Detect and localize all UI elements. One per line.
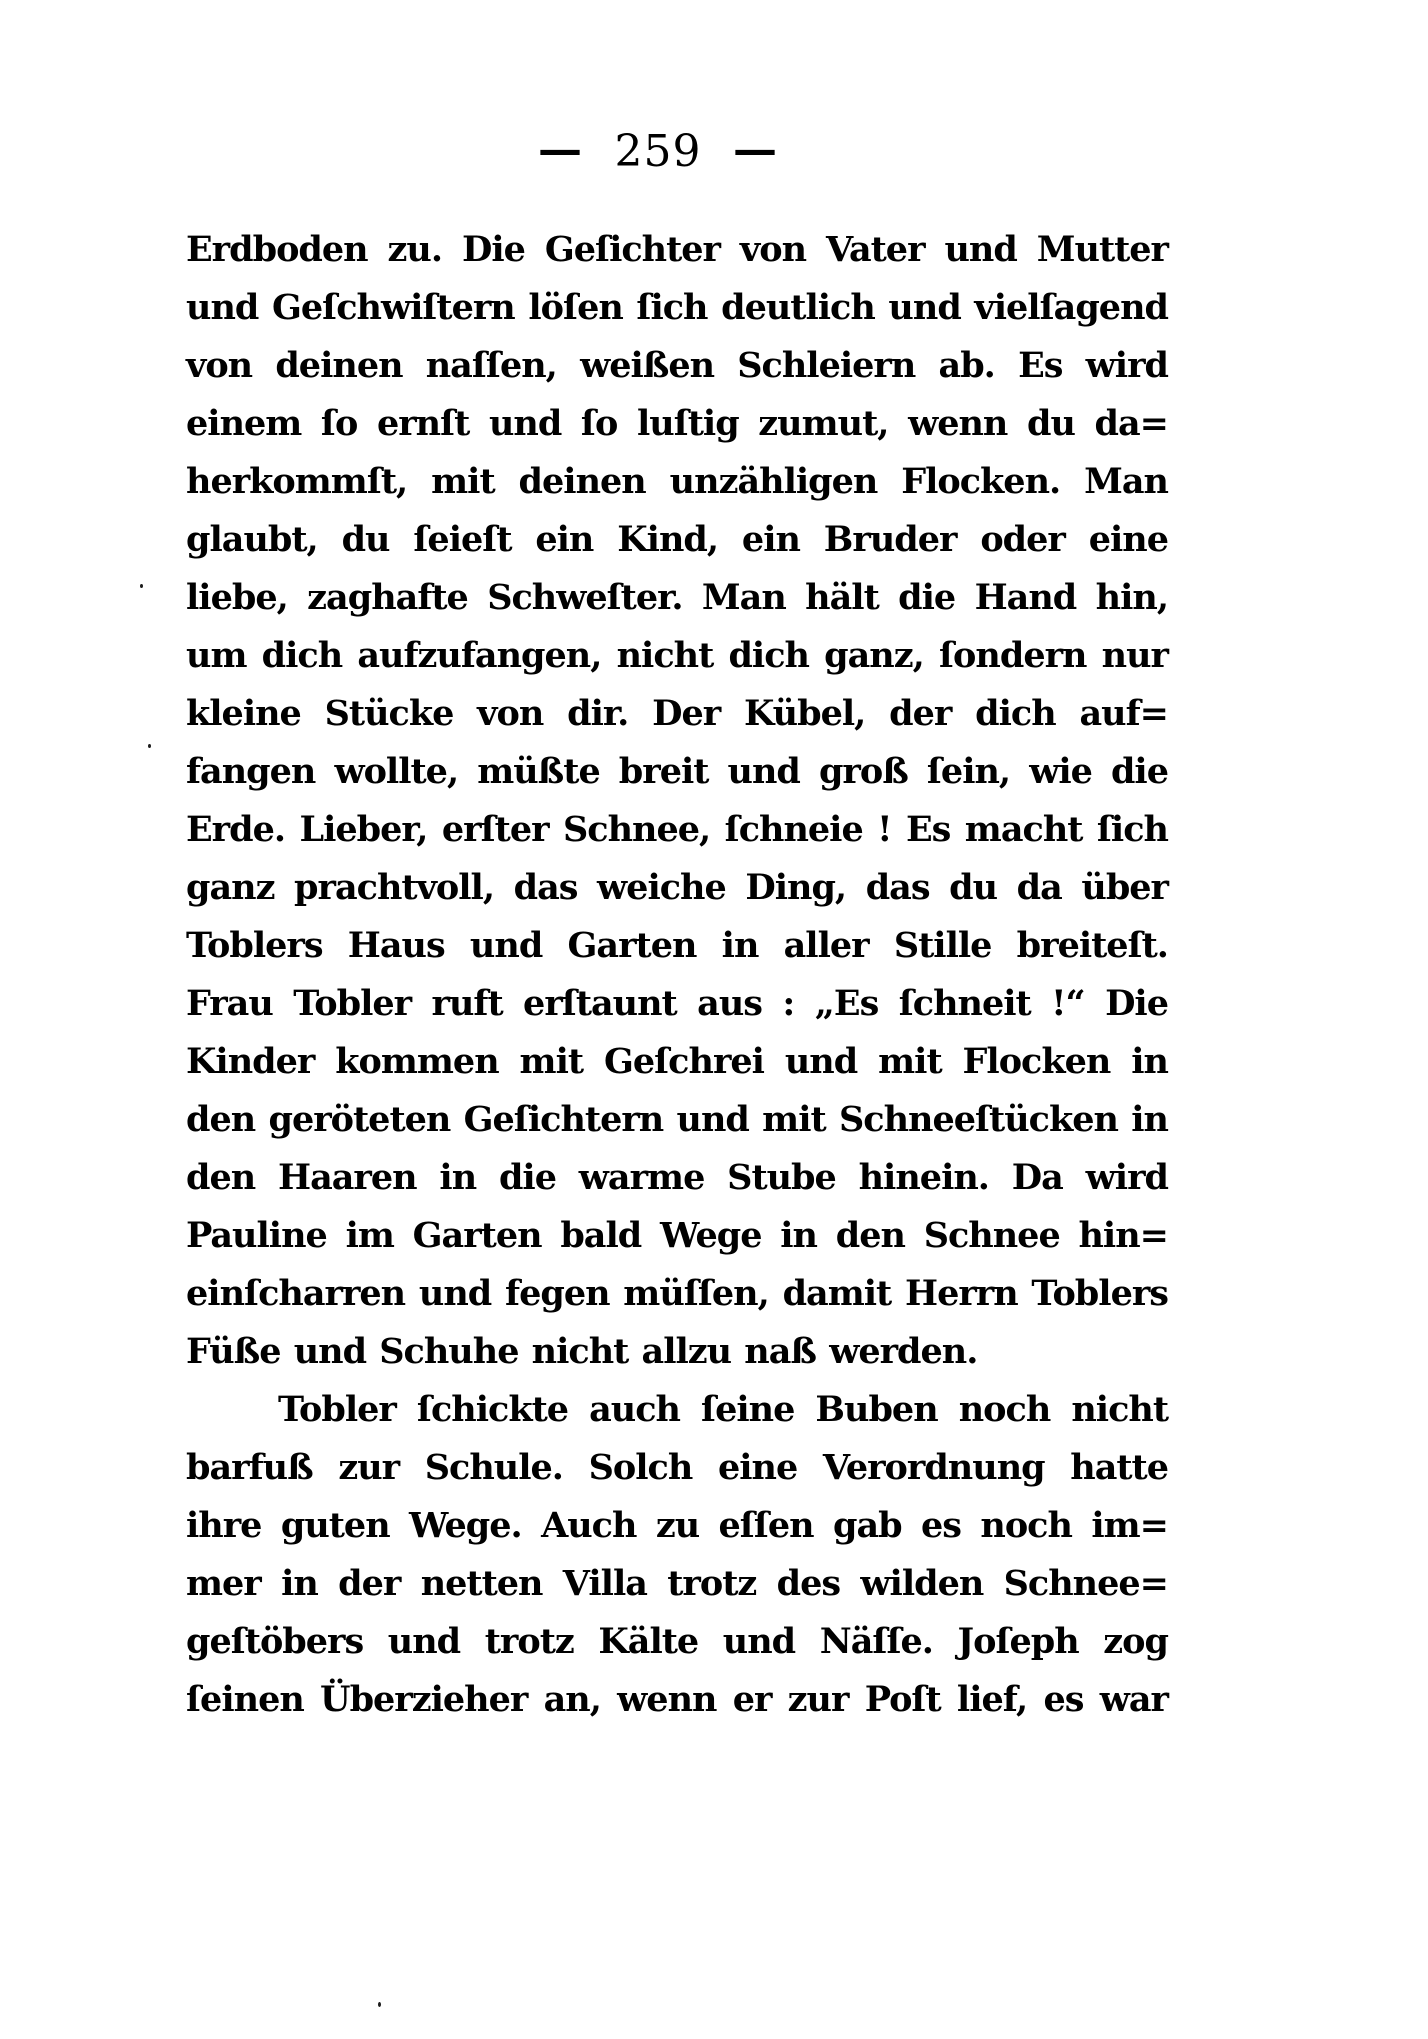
text-line: Erdboden zu. Die Geſichter von Vater und Mutter bbox=[186, 229, 1168, 270]
text-line: barfuß zur Schule. Solch eine Verordnung hatte bbox=[186, 1447, 1168, 1488]
text-line: ſeinen Überzieher an, wenn er zur Poſt lief, es war bbox=[186, 1679, 1168, 1720]
text-block bbox=[186, 221, 1168, 1729]
text-line: Pauline im Garten bald Wege in den Schnee hin= bbox=[186, 1215, 1168, 1256]
header-rule-right: — bbox=[732, 124, 778, 175]
text-line: Tobler ſchickte auch ſeine Buben noch nicht bbox=[278, 1389, 1168, 1430]
text-line: um dich aufzufangen, nicht dich ganz, ſondern nur bbox=[186, 635, 1168, 676]
text-line: mer in der netten Villa trotz des wilden Schnee= bbox=[186, 1563, 1168, 1604]
text-line: den geröteten Geſichtern und mit Schneeſtücken in bbox=[186, 1099, 1168, 1140]
text-line: einem ſo ernſt und ſo luſtig zumut, wenn du da= bbox=[186, 403, 1168, 444]
text-line: glaubt, du ſeieſt ein Kind, ein Bruder oder eine bbox=[186, 519, 1168, 560]
text-line: ihre guten Wege. Auch zu eſſen gab es noch im= bbox=[186, 1505, 1168, 1546]
text-line: Füße und Schuhe nicht allzu naß werden. bbox=[186, 1331, 978, 1372]
page-number: 259 bbox=[614, 126, 702, 177]
text-line: und Geſchwiſtern löſen ſich deutlich und vielſagend bbox=[186, 287, 1168, 328]
text-line: Frau Tobler ruft erſtaunt aus : „Es ſchneit !“ Die bbox=[186, 983, 1168, 1024]
text-line: Kinder kommen mit Geſchrei und mit Flocken in bbox=[186, 1041, 1168, 1082]
scan-speck bbox=[148, 744, 151, 748]
text-line: von deinen naſſen, weißen Schleiern ab. Es wird bbox=[186, 345, 1168, 386]
text-line: geſtöbers und trotz Kälte und Näſſe. Joſeph zog bbox=[186, 1621, 1168, 1662]
text-line: einſcharren und fegen müſſen, damit Herrn Toblers bbox=[186, 1273, 1168, 1314]
text-line: kleine Stücke von dir. Der Kübel, der dich auf= bbox=[186, 693, 1168, 734]
scan-speck bbox=[140, 584, 143, 588]
text-line: herkommſt, mit deinen unzähligen Flocken. Man bbox=[186, 461, 1168, 502]
page-header bbox=[538, 126, 778, 177]
text-line: Erde. Lieber, erſter Schnee, ſchneie ! Es macht ſich bbox=[186, 809, 1168, 850]
header-rule-left: — bbox=[538, 124, 583, 175]
text-line: liebe, zaghafte Schweſter. Man hält die Hand hin, bbox=[186, 577, 1168, 618]
scan-speck bbox=[378, 2002, 381, 2007]
text-line: Toblers Haus und Garten in aller Stille breiteſt. bbox=[186, 925, 1168, 966]
text-line: den Haaren in die warme Stube hinein. Da wird bbox=[186, 1157, 1168, 1198]
text-line: fangen wollte, müßte breit und groß ſein, wie die bbox=[186, 751, 1168, 792]
text-line: ganz prachtvoll, das weiche Ding, das du da über bbox=[186, 867, 1168, 908]
